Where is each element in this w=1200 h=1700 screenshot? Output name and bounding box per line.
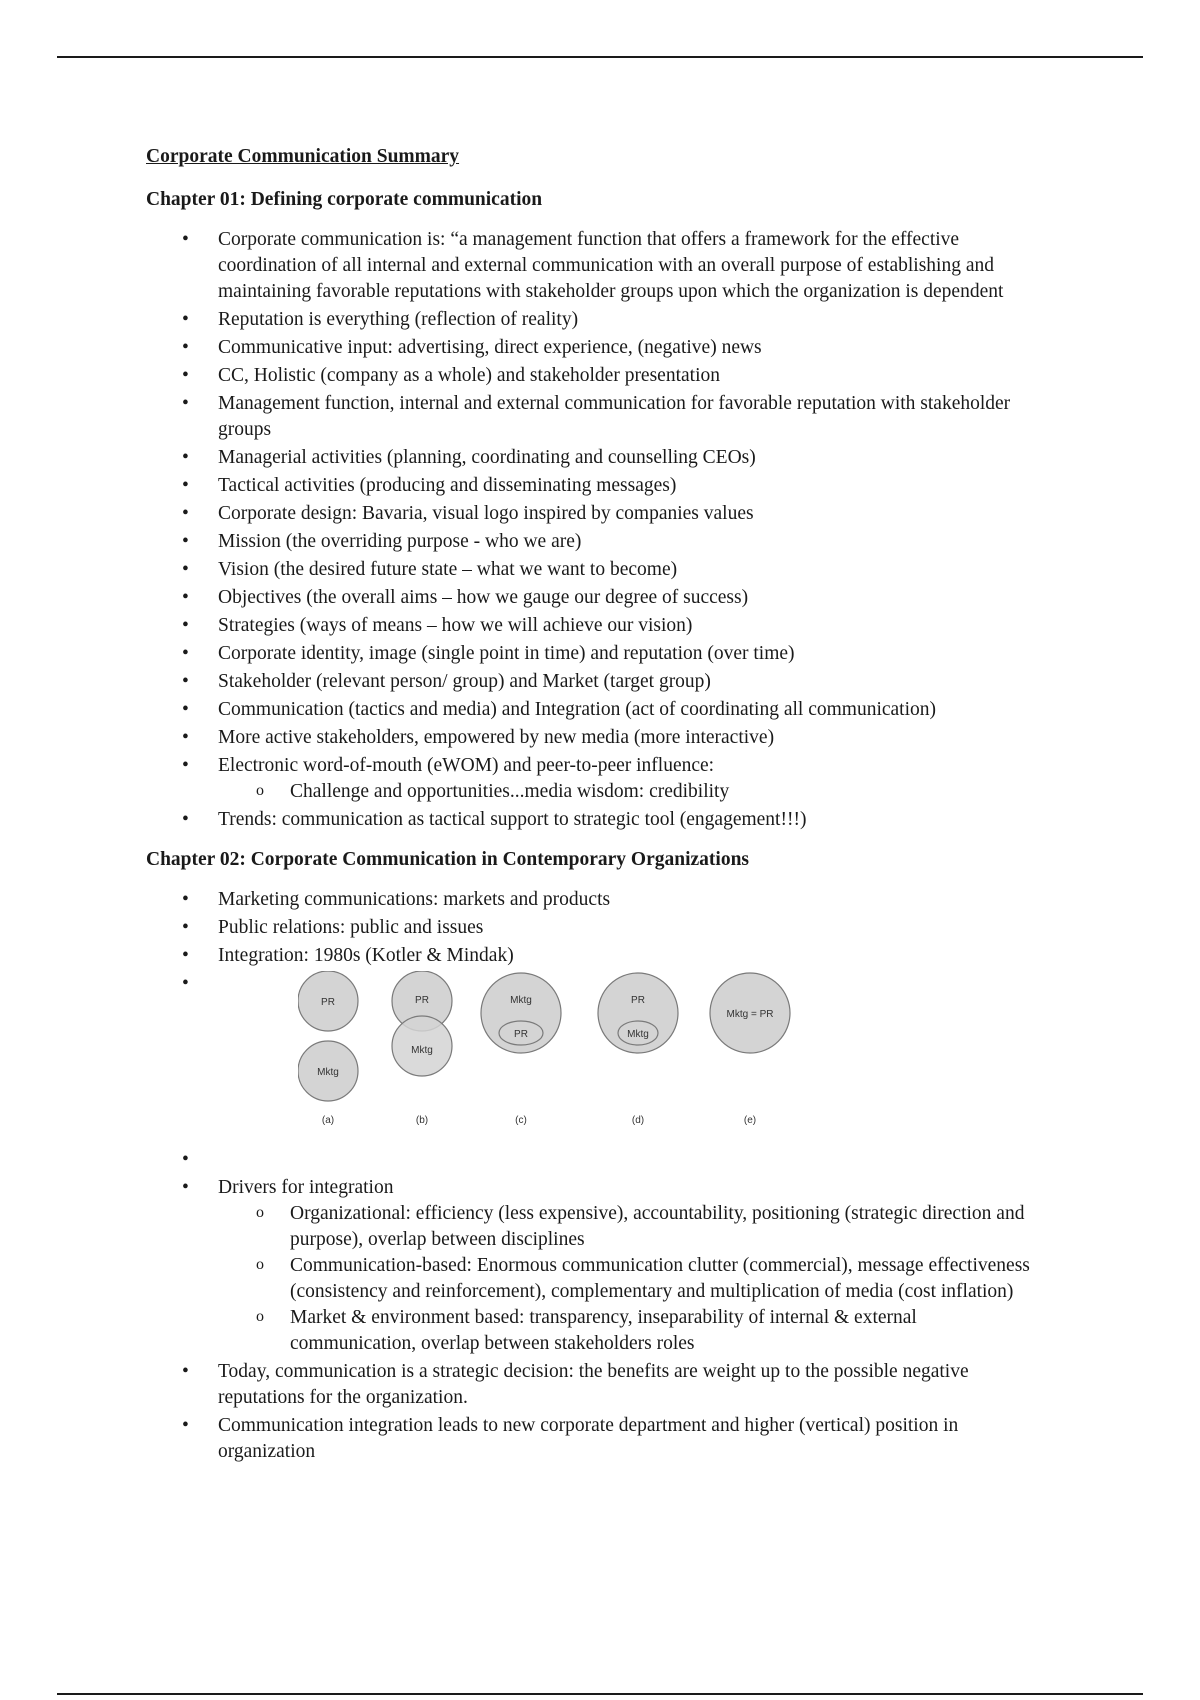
list-item: • Tactical activities (producing and disseminating messages): [146, 473, 1046, 499]
list-item: • Integration: 1980s (Kotler & Mindak): [146, 943, 1046, 969]
list-item: • Communication integration leads to new corporate department and higher (vertical) position in organization: [146, 1413, 1046, 1465]
sub-list: [218, 1201, 1046, 1357]
sub-list-item: o Organizational: efficiency (less expensive), accountability, positioning (strategic direction and purpose), overlap between disciplines: [218, 1201, 1046, 1253]
equal-label-e: Mktg = PR: [726, 1009, 774, 1020]
list-item: • Stakeholder (relevant person/ group) and Market (target group): [146, 669, 1046, 695]
figure-list-item: [146, 971, 1046, 1145]
list-item: • Vision (the desired future state – what we want to become): [146, 557, 1046, 583]
mktg-label-b: Mktg: [411, 1045, 433, 1056]
list-item: • Communicative input: advertising, direct experience, (negative) news: [146, 335, 1046, 361]
chapter-2-heading: Chapter 02: Corporate Communication in Contemporary Organizations: [146, 849, 750, 870]
list-item: • Today, communication is a strategic decision: the benefits are weight up to the possible negative reputations for the organization.: [146, 1359, 1046, 1411]
chapter-2-list: [146, 887, 1046, 1465]
document-body: [146, 140, 1046, 1479]
empty-list-item: [146, 1147, 1046, 1173]
sub-list-item: o Communication-based: Enormous communication clutter (commercial), message effectiveness (consistency and reinforcement), complementary and multiplication of media (cost inflation): [218, 1253, 1046, 1305]
mktg-label-d: Mktg: [627, 1029, 649, 1040]
header-rule: [57, 56, 1143, 58]
list-item: • Managerial activities (planning, coordinating and counselling CEOs): [146, 445, 1046, 471]
pr-label-d: PR: [631, 995, 645, 1006]
mktg-label-a: Mktg: [317, 1067, 339, 1078]
footer-rule: [57, 1693, 1143, 1695]
list-item: • Strategies (ways of means – how we will achieve our vision): [146, 613, 1046, 639]
sub-list: [218, 779, 1046, 805]
list-item: • Corporate identity, image (single point in time) and reputation (over time): [146, 641, 1046, 667]
caption-a: (a): [321, 1115, 335, 1126]
list-item: • Reputation is everything (reflection of reality): [146, 307, 1046, 333]
mktg-label-c: Mktg: [510, 995, 532, 1006]
pr-label-a: • PR: [321, 997, 335, 1008]
caption-d: (d): [631, 1115, 645, 1126]
list-item-text: Electronic word-of-mouth (eWOM) and peer-to-peer influence:: [218, 755, 715, 776]
document-title: Corporate Communication Summary: [146, 146, 460, 167]
list-item: • Corporate design: Bavaria, visual logo inspired by companies values: [146, 501, 1046, 527]
list-item-drivers: [146, 1175, 1046, 1357]
caption-e: (e): [743, 1115, 757, 1126]
list-item: • Communication (tactics and media) and Integration (act of coordinating all communication): [146, 697, 1046, 723]
list-item-ewom: [146, 753, 1046, 805]
sub-list-item: o Challenge and opportunities...media wisdom: credibility: [218, 779, 1046, 805]
list-item: • Mission (the overriding purpose - who we are): [146, 529, 1046, 555]
list-item: • CC, Holistic (company as a whole) and stakeholder presentation: [146, 363, 1046, 389]
list-item: • More active stakeholders, empowered by new media (more interactive): [146, 725, 1046, 751]
list-item: • Trends: communication as tactical support to strategic tool (engagement!!!): [146, 807, 1046, 833]
chapter-1-list: [146, 227, 1046, 833]
integration-figure: [218, 971, 1046, 1145]
list-item: • Objectives (the overall aims – how we gauge our degree of success): [146, 585, 1046, 611]
list-item: • Marketing communications: markets and products: [146, 887, 1046, 913]
pr-label-b: PR: [415, 995, 429, 1006]
list-item: • Public relations: public and issues: [146, 915, 1046, 941]
pr-label-c: PR: [514, 1029, 528, 1040]
sub-list-item: o Market & environment based: transparency, inseparability of internal & external communication, overlap between stakeholders roles: [218, 1305, 1046, 1357]
list-item-text: Drivers for integration: [218, 1177, 394, 1198]
list-item: • Management function, internal and external communication for favorable reputation with stakeholder groups: [146, 391, 1046, 443]
integration-diagram: [298, 971, 818, 1141]
list-item: • Corporate communication is: “a management function that offers a framework for the effective coordination of all internal and external communication with an overall purpose of establishing and maintaining favorable reputations with stakeholder groups upon which the organization is dependent: [146, 227, 1046, 305]
caption-b: (b): [415, 1115, 429, 1126]
caption-c: (c): [515, 1115, 527, 1126]
chapter-1-heading: Chapter 01: Defining corporate communication: [146, 189, 543, 210]
